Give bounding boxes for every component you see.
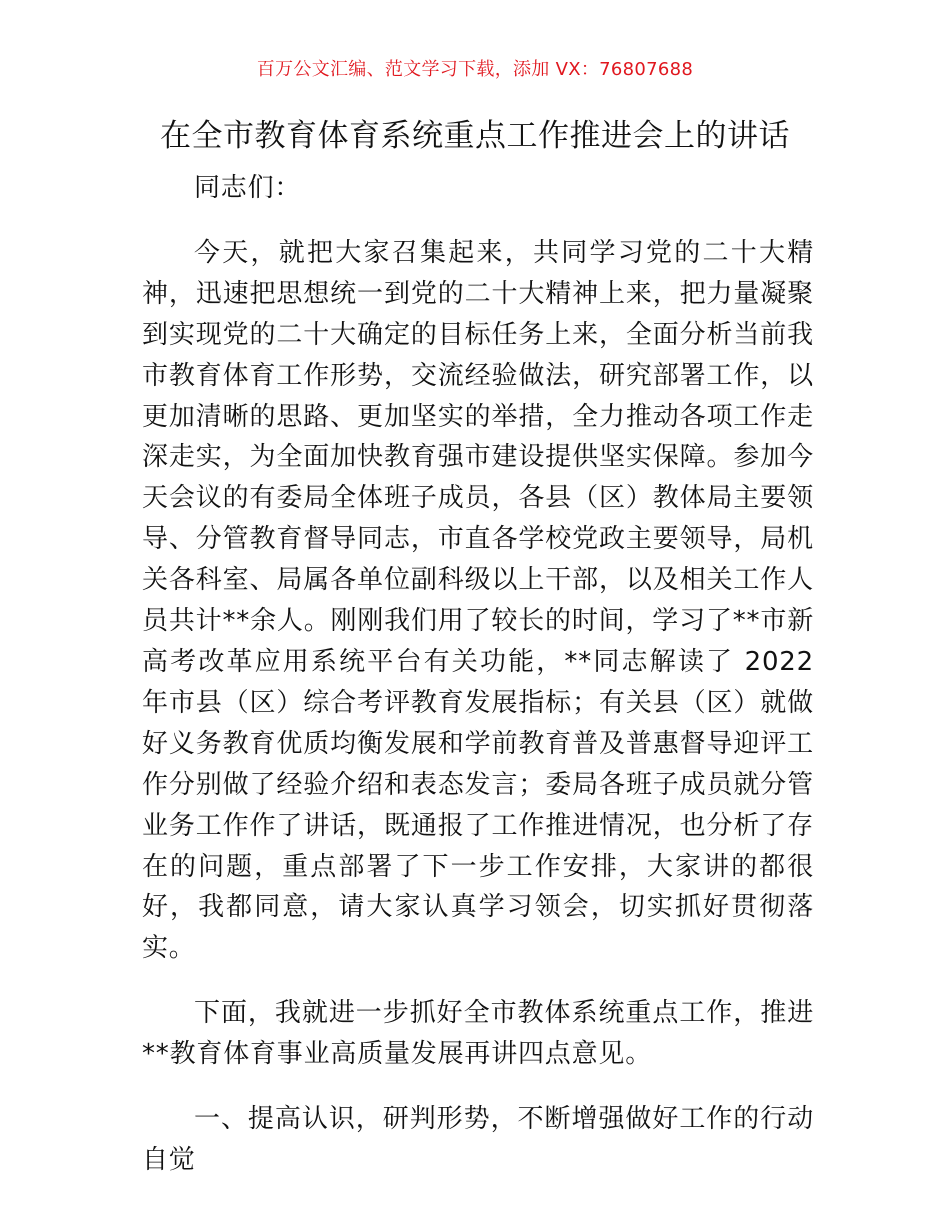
- section-heading-one: 一、提高认识，研判形势，不断增强做好工作的行动自觉: [142, 1104, 814, 1175]
- paragraph-transition: 下面，我就进一步抓好全市教体系统重点工作，推进**教育体育事业高质量发展再讲四点意见。: [142, 998, 814, 1070]
- document-body: [142, 168, 814, 1181]
- document-title: 在全市教育体育系统重点工作推进会上的讲话: [160, 118, 790, 154]
- paragraph-opening: 今天，就把大家召集起来，共同学习党的二十大精神，迅速把思想统一到党的二十大精神上来，把力量凝聚到实现党的二十大确定的目标任务上来，全面分析当前我市教育体育工作形势，交流经验做法，研究部署工作，以更加清晰的思路、更加坚实的举措，全力推动各项工作走深走实，为全面加快教育强市建设提供坚实保障。参加今天会议的有委局全体班子成员，各县（区）教体局主要领导、分管教育督导同志，市直各学校党政主要领导，局机关各科室、局属各单位副科级以上干部，以及相关工作人员共计**余人。刚刚我们用了较长的时间，学习了**市新高考改革应用系统平台有关功能，**同志解读了 2022 年市县（区）综合考评教育发展指标；有关县（区）就做好义务教育优质均衡发展和学前教育普及普惠督导迎评工作分别做了经验介绍和表态发言；委局各班子成员就分管业务工作作了讲话，既通报了工作推进情况，也分析了存在的问题，重点部署了下一步工作安排，大家讲的都很好，我都同意，请大家认真学习领会，切实抓好贯彻落实。: [142, 237, 814, 964]
- watermark-banner: 百万公文汇编、范文学习下载，添加 VX：76807688: [256, 59, 694, 80]
- salutation: 同志们：: [194, 173, 302, 203]
